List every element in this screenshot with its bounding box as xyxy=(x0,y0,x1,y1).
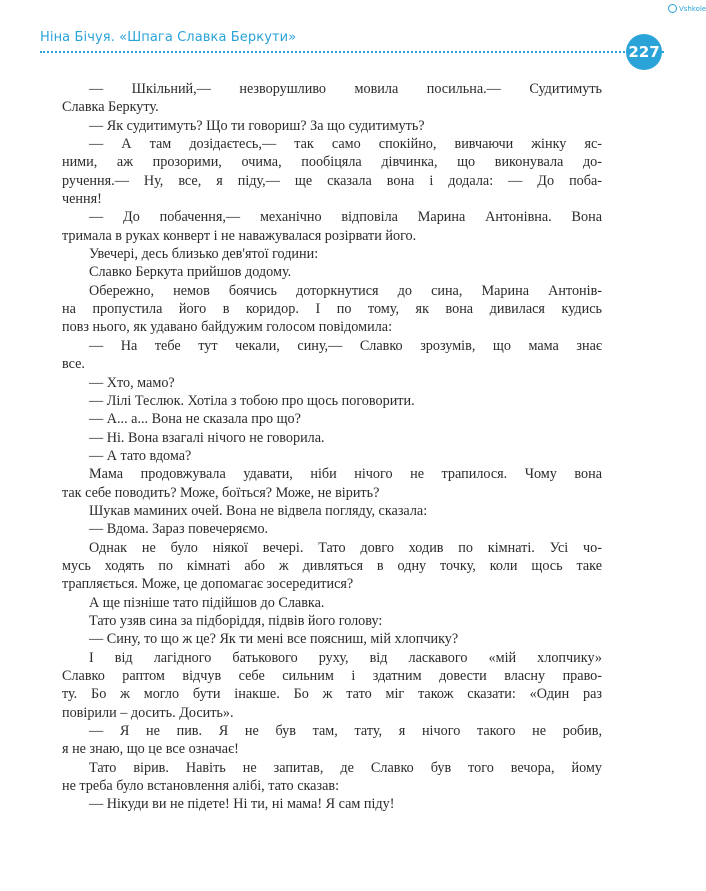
text-line: Тато узяв сина за підборіддя, підвів його голову: xyxy=(89,612,383,629)
page-number: 227 xyxy=(626,34,662,70)
text-line: — Я не пив. Я не був там, тату, я нічого такого не робив, xyxy=(89,723,602,740)
brand-logo-icon xyxy=(668,4,677,13)
text-line: Тато вірив. Навіть не запитав, де Славко був того вечора, йому xyxy=(89,759,602,776)
text-line: Однак не було ніякої вечері. Тато довго ходив по кімнаті. Усі чо- xyxy=(89,539,602,556)
text-line: — На тебе тут чекали, сину,— Славко зрозумів, що мама знає xyxy=(89,337,602,354)
text-line: Славко раптом відчув себе сильним і здатним довести власну право- xyxy=(62,668,602,684)
text-line: Шукав маминих очей. Вона не відвела погляду, сказала: xyxy=(89,502,428,519)
text-line: Славко Беркута прийшов додому. xyxy=(89,264,292,281)
text-line: на пропустила його в коридор. І по тому, як вона дивилася кудись xyxy=(62,301,602,318)
text-line: — Сину, то що ж це? Як ти мені все поясниш, мій хлопчику? xyxy=(89,631,459,648)
text-line: — Хто, мамо? xyxy=(89,374,175,391)
text-line: ту. Бо ж могло бути інакше. Бо ж тато міг також сказати: «Один раз xyxy=(62,686,602,703)
text-line: трапляється. Може, це допомагає зосередитися? xyxy=(62,576,354,593)
text-line: повірили – досить. Досить». xyxy=(62,704,234,721)
text-line: І від лагідного батькового руху, від ласкавого «мій хлопчику» xyxy=(89,649,602,666)
text-line: — Ні. Вона взагалі нічого не говорила. xyxy=(89,429,325,446)
text-line: — А тато вдома? xyxy=(89,447,192,464)
text-line: ними, аж прозорими, очима, пообіцяла дівчинка, що виконувала до- xyxy=(62,154,602,171)
brand-label: Vshkole xyxy=(679,4,706,13)
text-line: так себе поводить? Може, боїться? Може, не вірить? xyxy=(62,484,380,501)
text-line: — Нікуди ви не підете! Ні ти, ні мама! Я сам піду! xyxy=(89,796,395,813)
text-line: — А... а... Вона не сказала про що? xyxy=(89,411,301,428)
text-line: — Вдома. Зараз повечеряємо. xyxy=(89,521,269,538)
text-line: — Лілі Теслюк. Хотіла з тобою про щось поговорити. xyxy=(89,392,415,409)
header-divider xyxy=(40,51,664,53)
text-line: Обережно, немов боячись доторкнутися до сина, Марина Антонів- xyxy=(89,282,602,299)
running-title: Ніна Бічуя. «Шпага Славка Беркути» xyxy=(40,30,297,45)
text-line: ручення.— Ну, все, я піду,— ще сказала вона і додала: — До поба- xyxy=(62,172,602,189)
text-line: тримала в руках конверт і не наважувалася розірвати його. xyxy=(62,227,417,244)
page-header xyxy=(0,22,700,62)
brand-mark xyxy=(668,4,706,13)
text-line: — Як судитимуть? Що ти говориш? За що судитимуть? xyxy=(89,117,425,134)
text-line: Увечері, десь близько дев'ятої години: xyxy=(89,246,319,263)
text-line: я не знаю, що це все означає! xyxy=(62,741,239,758)
text-line: А ще пізніше тато підійшов до Славка. xyxy=(89,594,325,611)
text-line: мусь ходять по кімнаті або ж дивляться в одну точку, коли щось таке xyxy=(62,557,602,574)
text-line: не треба було встановлення алібі, тато сказав: xyxy=(62,778,340,795)
text-line: все. xyxy=(62,356,85,373)
text-line: — Шкільний,— незворушливо мовила посильна.— Судитимуть xyxy=(89,81,602,97)
text-line: повз нього, як удавано байдужим голосом повідомила: xyxy=(62,319,393,336)
text-line: — До побачення,— механічно відповіла Марина Антонівна. Вона xyxy=(89,209,602,226)
body-text xyxy=(62,80,602,814)
text-line: чення! xyxy=(62,191,102,208)
text-line: — А там дозідаєтесь,— так само спокійно, вивчаючи жінку яс- xyxy=(89,136,602,153)
text-line: Славка Беркуту. xyxy=(62,99,159,116)
text-line: Мама продовжувала удавати, ніби нічого не трапилося. Чому вона xyxy=(89,466,602,483)
